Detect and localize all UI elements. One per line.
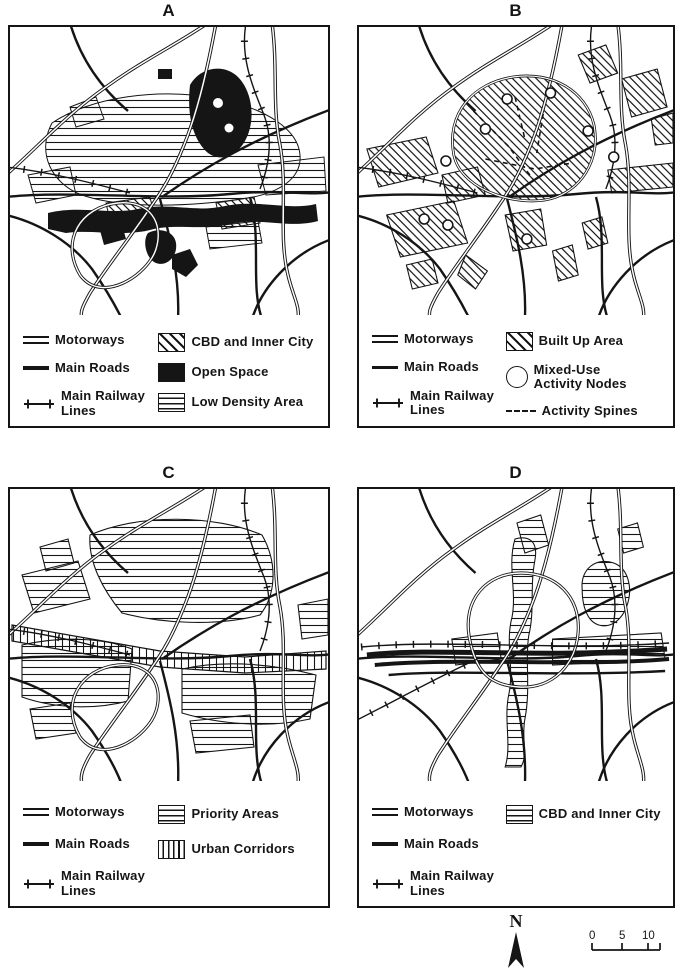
motorway-line-symbol [372,808,398,816]
railway-line-symbol [23,398,55,410]
panel-b-legend [372,332,669,418]
scale-bar-icon [586,929,670,955]
legend-label-cbd: CBD and Inner City [191,334,314,350]
legend-label-main-roads: Main Roads [404,836,479,852]
motorway-line-symbol [23,808,49,816]
open-space-hole [225,124,234,133]
north-label: N [509,911,523,931]
legend-label-main-roads: Main Roads [55,360,130,376]
panel-c-map-box [8,487,330,908]
panel-c-legend [23,805,324,898]
legend-label-railway: Main Railway Lines [61,868,146,898]
panel-a-map-box [8,25,330,428]
map-c [10,489,328,781]
legend-label-motorways: Motorways [404,803,474,819]
map-a [10,27,328,315]
panel-a [8,1,330,428]
panel-a-title: A [162,1,176,20]
panel-c-title: C [162,463,176,482]
scale-tick-5: 5 [619,930,626,942]
scale-bar [586,929,670,960]
legend-label-cbd: CBD and Inner City [538,806,661,822]
motorway-line-symbol [372,335,398,343]
legend-label-motorways: Motorways [404,331,474,347]
panel-a-legend [23,333,324,418]
railway-line-symbol [372,397,404,409]
main-road-line-symbol [23,842,49,846]
legend-label-corridors: Urban Corridors [191,841,295,857]
map-b [359,27,673,315]
legend-label-motorways: Motorways [55,803,125,819]
legend-label-railway: Main Railway Lines [61,388,146,418]
diagonal-hatch-swatch [506,332,533,351]
legend-label-motorways: Motorways [55,331,125,347]
scale-tick-10: 10 [642,930,655,942]
panel-b-map-box [357,25,675,428]
legend-label-main-roads: Main Roads [55,836,130,852]
legend-label-main-roads: Main Roads [404,359,479,375]
panel-d-title: D [509,463,523,482]
diagonal-hatch-swatch [158,333,185,352]
main-road-line-symbol [372,366,398,370]
map-d [359,489,673,781]
legend-label-priority: Priority Areas [191,806,280,822]
legend-label-spines: Activity Spines [541,402,638,418]
railway-line-symbol [23,878,55,890]
solid-black-swatch [158,363,185,382]
dashed-line-symbol [506,410,536,412]
legend-label-railway: Main Railway Lines [410,868,495,898]
scale-tick-0: 0 [589,930,596,942]
panel-c [8,463,330,908]
horizontal-hatch-swatch [158,805,185,824]
open-space-hole [213,98,223,108]
panel-b-title: B [509,1,523,20]
legend-label-nodes: Mixed-Use Activity Nodes [533,362,627,392]
motorway-line-symbol [23,336,49,344]
activity-node-circle-symbol [506,366,528,388]
panel-d-legend [372,805,669,898]
legend-label-railway: Main Railway Lines [410,387,495,417]
panel-b [357,1,675,428]
railway-line-symbol [372,878,404,890]
main-road-line-symbol [23,366,49,370]
legend-label-open-space: Open Space [191,364,269,380]
north-arrow-icon [503,932,529,972]
legend-label-built-up: Built Up Area [538,333,624,349]
legend-label-low-density: Low Density Area [191,394,304,410]
main-road-line-symbol [372,842,398,846]
horizontal-hatch-swatch [158,393,185,412]
panel-d-map-box [357,487,675,908]
panel-d [357,463,675,908]
horizontal-hatch-swatch [506,805,533,824]
north-compass [497,911,535,972]
vertical-hatch-swatch [158,840,185,859]
